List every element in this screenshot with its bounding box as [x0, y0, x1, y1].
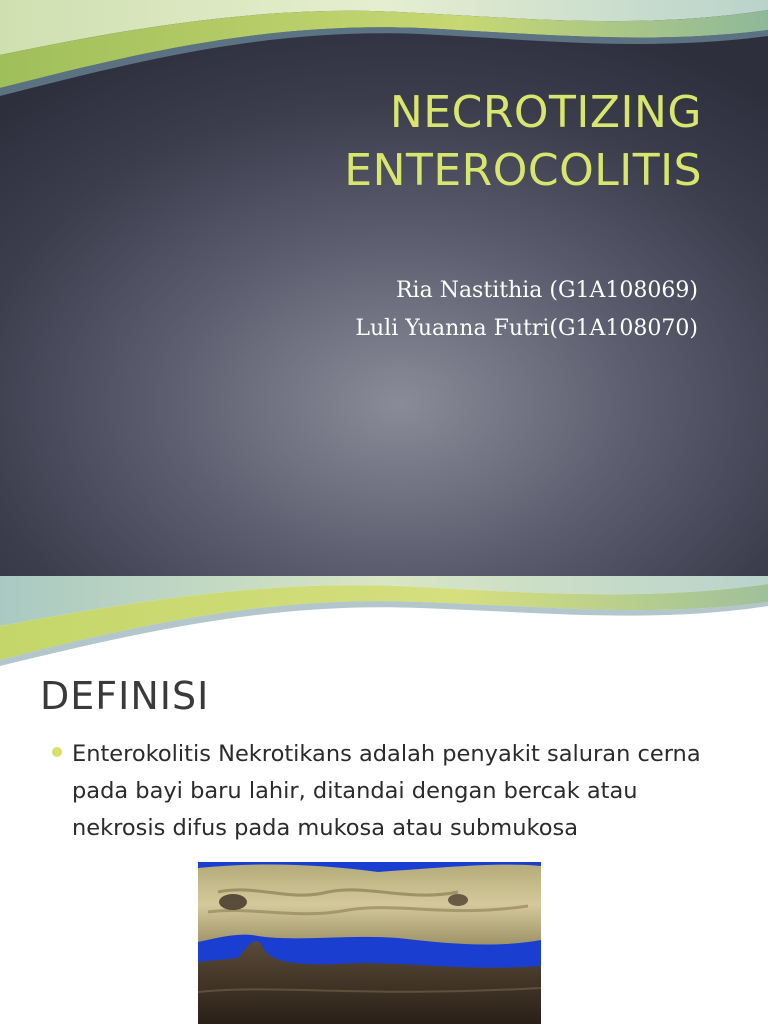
- intestine-specimen-photo: [198, 862, 541, 1024]
- bullet-icon: [52, 747, 62, 757]
- slide-title: [102, 84, 702, 200]
- author-1: Ria Nastithia (G1A108069): [395, 278, 698, 303]
- bullet-text: Enterokolitis Nekrotikans adalah penyakit saluran cerna pada bayi baru lahir, ditandai dengan bercak atau nekrosis difus pada mukosa atau submukosa: [72, 741, 701, 841]
- author-2: Luli Yuanna Futri(G1A108070): [355, 316, 698, 341]
- bullet-list: [50, 736, 710, 847]
- slide-title: DEFINISI: [40, 674, 210, 718]
- wave-decoration-top: [0, 576, 768, 666]
- authors-block: [138, 272, 698, 348]
- title-line-1: NECROTIZING: [389, 87, 702, 138]
- definition-slide: [0, 576, 768, 1024]
- title-line-2: ENTEROCOLITIS: [344, 145, 702, 196]
